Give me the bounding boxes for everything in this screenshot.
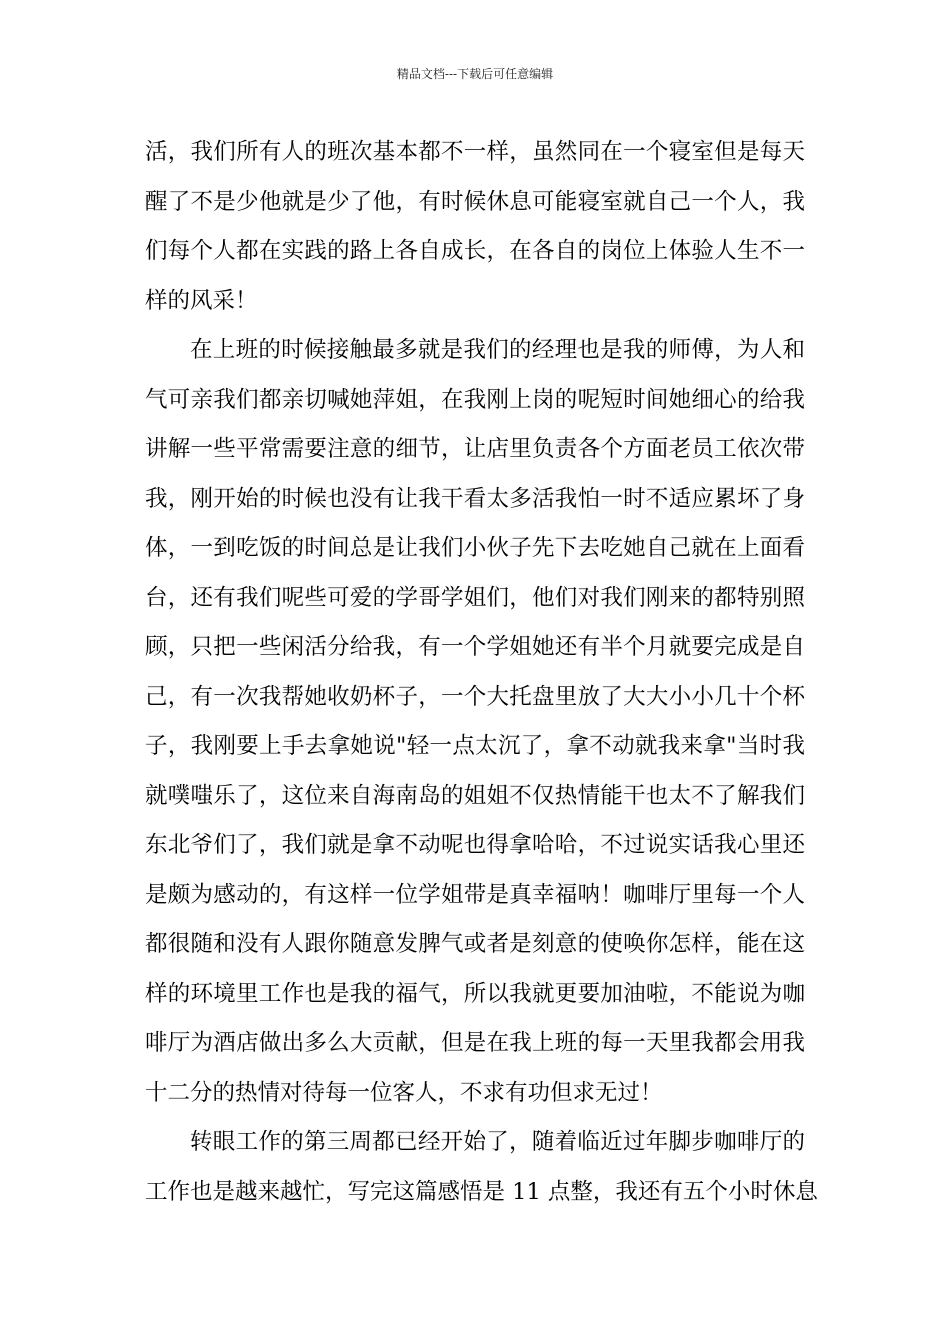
text-line: 己，有一次我帮她收奶杯子，一个大托盘里放了大大小小几十个杯 bbox=[145, 683, 805, 710]
paragraph-first-line: 转眼工作的第三周都已经开始了，随着临近过年脚步咖啡厅的 bbox=[190, 1129, 805, 1155]
text-line: 东北爷们了，我们就是拿不动呢也得拿哈哈，不过说实话我心里还 bbox=[145, 832, 805, 858]
paragraph-first-line: 在上班的时候接触最多就是我们的经理也是我的师傅，为人和 bbox=[190, 337, 805, 363]
text-line: 就噗嗤乐了，这位来自海南岛的姐姐不仅热情能干也太不了解我们 bbox=[145, 782, 805, 809]
text-line: 样的风采！ bbox=[145, 287, 258, 314]
text-line: 气可亲我们都亲切喊她萍姐，在我刚上岗的呢短时间她细心的给我 bbox=[145, 386, 805, 413]
text-line: 醒了不是少他就是少了他，有时候休息可能寝室就自己一个人，我 bbox=[145, 188, 805, 215]
text-line: 样的环境里工作也是我的福气，所以我就更要加油啦，不能说为咖 bbox=[145, 980, 805, 1007]
text-line: 体，一到吃饭的时间总是让我们小伙子先下去吃她自己就在上面看 bbox=[145, 535, 805, 561]
text-line: 顾，只把一些闲活分给我，有一个学姐她还有半个月就要完成是自 bbox=[145, 634, 805, 660]
text-line: 啡厅为酒店做出多么大贡献，但是在我上班的每一天里我都会用我 bbox=[145, 1030, 805, 1056]
body-text bbox=[145, 128, 818, 1217]
text-line: 讲解一些平常需要注意的细节，让店里负责各个方面老员工依次带 bbox=[145, 436, 805, 462]
page-header: 精品文档---下载后可任意编辑 bbox=[396, 67, 554, 81]
text-line: 都很随和没有人跟你随意发脾气或者是刻意的使唤你怎样，能在这 bbox=[145, 931, 805, 957]
text-line: 工作也是越来越忙，写完这篇感悟是 11 点整，我还有五个小时休息 bbox=[145, 1178, 818, 1205]
text-line: 活，我们所有人的班次基本都不一样，虽然同在一个寝室但是每天 bbox=[145, 139, 805, 165]
text-line: 们每个人都在实践的路上各自成长，在各自的岗位上体验人生不一 bbox=[145, 238, 805, 264]
text-line: 台，还有我们呢些可爱的学哥学姐们，他们对我们刚来的都特别照 bbox=[145, 584, 805, 611]
text-line: 子，我刚要上手去拿她说"轻一点太沉了，拿不动就我来拿"当时我 bbox=[145, 733, 805, 759]
text-line: 是颇为感动的，有这样一位学姐带是真幸福呐！咖啡厅里每一个人 bbox=[145, 881, 805, 908]
text-line: 十二分的热情对待每一位客人，不求有功但求无过！ bbox=[145, 1079, 663, 1106]
text-line: 我，刚开始的时候也没有让我干看太多活我怕一时不适应累坏了身 bbox=[145, 485, 805, 512]
